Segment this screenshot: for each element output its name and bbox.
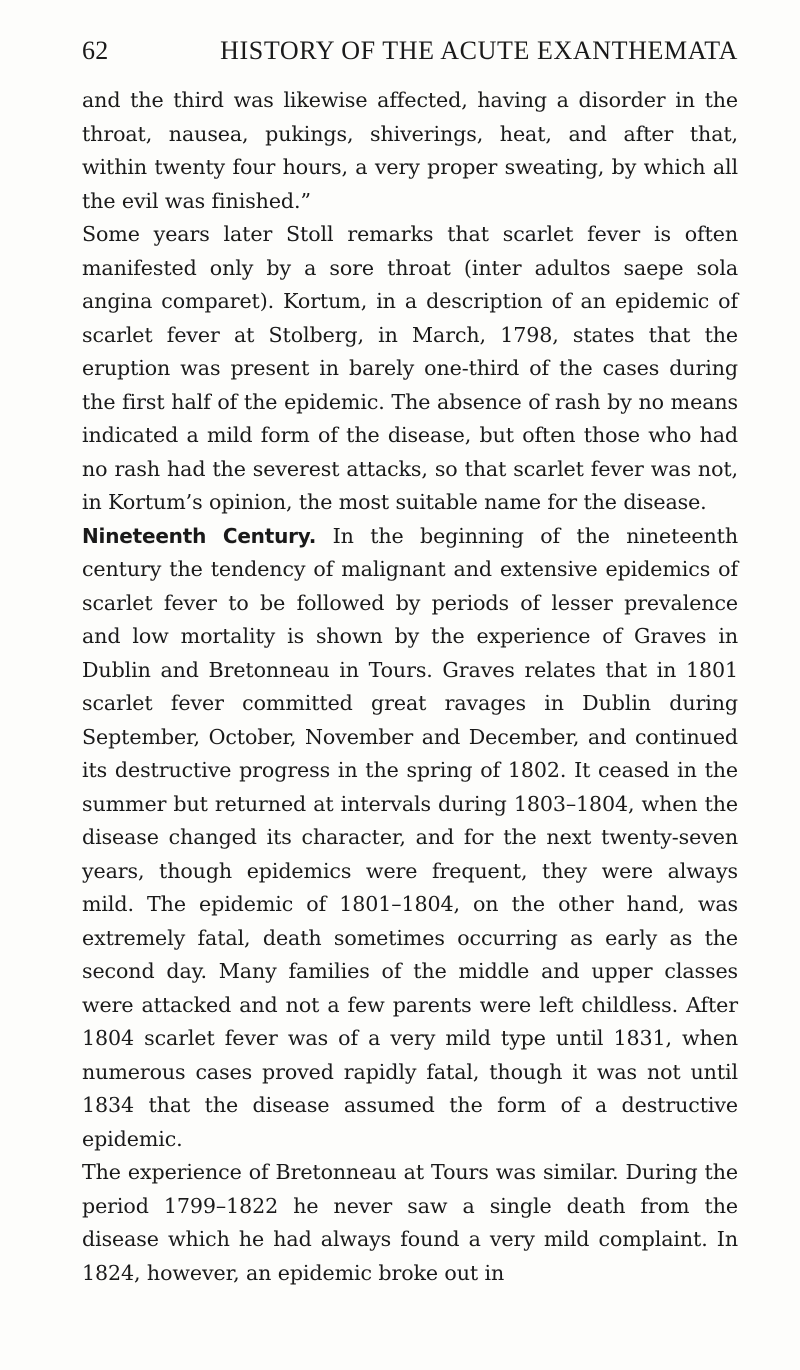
page-number: 62 (82, 36, 109, 65)
running-title: HISTORY OF THE ACUTE EXANTHEMATA (220, 36, 738, 65)
paragraph-stoll-kortum: Some years later Stoll remarks that scarlet fever is often manifested only by a sore throat (inter adultos saepe sola angina comparet). Kortum, in a description of an epidemic of scarlet fever at Stolberg, in March, 1798, states that the eruption was present in barely one-third of the cases during the first half of the epidemic. The absence of rash by no means indicated a mild form of the disease, but often those who had no rash had the severest attacks, so that scarlet fever was not, in Kortum’s opinion, the most suitable name for the disease. (82, 222, 738, 514)
running-header (82, 38, 738, 84)
paragraph-graves-dublin: In the beginning of the nineteenth century the tendency of malignant and extensive epidemics of scarlet fever to be followed by periods of lesser prevalence and low mortality is shown by the experience of Graves in Dublin and Bretonneau in Tours. Graves relates that in 1801 scarlet fever committed great ravages in Dublin during September, October, November and December, and continued its destructive progress in the spring of 1802. It ceased in the summer but returned at intervals during 1803–1804, when the disease changed its character, and for the next twenty-seven years, though epidemics were frequent, they were always mild. The epidemic of 1801–1804, on the other hand, was extremely fatal, death sometimes occurring as early as the second day. Many families of the middle and upper classes were attacked and not a few parents were left childless. After 1804 scarlet fever was of a very mild type until 1831, when numerous cases proved rapidly fatal, though it was not until 1834 that the disease assumed the form of a destructive epidemic. (82, 523, 739, 1151)
book-page (82, 38, 738, 1290)
paragraph-nineteenth-century (82, 520, 738, 1157)
section-heading: Nineteenth Century. (82, 523, 317, 548)
paragraph-continuation: and the third was likewise affected, having a disorder in the throat, nausea, pukings, shiverings, heat, and after that, within twenty four hours, a very proper sweating, by which all the evil was finished.” (82, 88, 738, 213)
body-text (82, 84, 738, 1290)
paragraph-bretonneau-tours: The experience of Bretonneau at Tours was similar. During the period 1799–1822 he never saw a single death from the disease which he had always found a very mild complaint. In 1824, however, an epidemic broke out in (82, 1160, 738, 1285)
